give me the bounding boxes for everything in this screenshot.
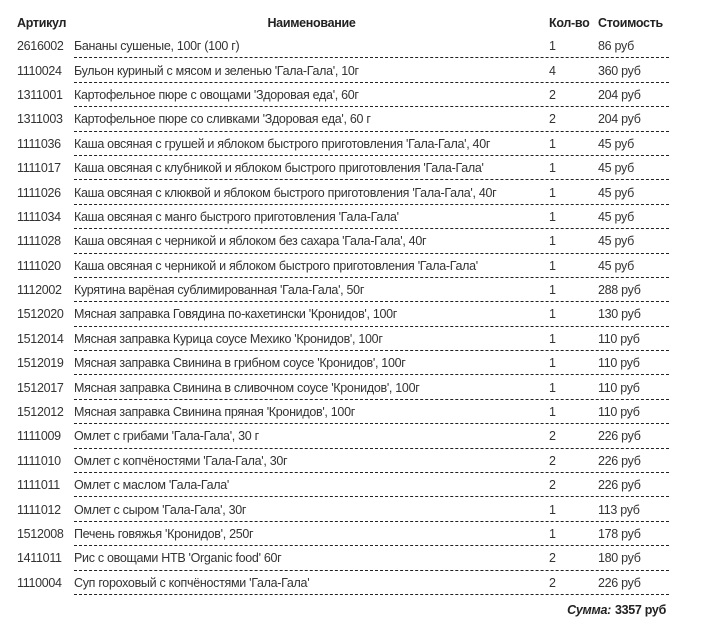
cell-qty: 1 (549, 161, 556, 176)
cell-cost: 45 руб (598, 161, 634, 176)
cell-cost: 360 руб (598, 63, 641, 78)
table-row (17, 449, 677, 473)
cell-article: 1512020 (17, 307, 64, 322)
cell-name: Суп гороховый с копчёностями 'Гала-Гала' (74, 575, 310, 590)
cell-article: 1411011 (17, 551, 62, 566)
cell-article: 1111009 (17, 429, 61, 444)
table-row (17, 522, 677, 546)
table-row (17, 83, 677, 107)
cell-article: 1110004 (17, 575, 62, 590)
table-header (17, 12, 677, 34)
cell-name: Мясная заправка Свинина в сливочном соусе 'Кронидов', 100г (74, 380, 420, 395)
cell-article: 1111036 (17, 136, 61, 151)
total-value: 3357 руб (614, 603, 666, 617)
total-label: Сумма: (567, 603, 611, 617)
cell-qty: 1 (549, 356, 556, 371)
cell-name: Каша овсяная с манго быстрого приготовления 'Гала-Гала' (74, 209, 399, 224)
cell-cost: 178 руб (598, 527, 641, 541)
cell-cost: 180 руб (598, 551, 641, 566)
cell-cost: 45 руб (598, 209, 634, 224)
table-row (17, 497, 677, 521)
cell-qty: 1 (549, 283, 556, 298)
cell-cost: 110 руб (598, 356, 640, 371)
table-row (17, 351, 677, 375)
cell-name: Мясная заправка Говядина по-кахетински 'Кронидов', 100г (74, 307, 398, 322)
cell-cost: 113 руб (598, 502, 640, 517)
table-row (17, 34, 677, 58)
cell-qty: 1 (549, 258, 556, 273)
cell-qty: 1 (549, 502, 556, 517)
cell-qty: 2 (549, 429, 556, 444)
cell-qty: 1 (549, 39, 556, 54)
cell-article: 1111020 (17, 258, 61, 273)
cell-name: Омлет с маслом 'Гала-Гала' (74, 478, 229, 493)
cell-cost: 226 руб (598, 478, 641, 493)
cell-qty: 1 (549, 136, 556, 151)
cell-name: Омлет с грибами 'Гала-Гала', 30 г (74, 429, 259, 444)
cell-cost: 288 руб (598, 283, 641, 298)
cell-cost: 110 руб (598, 331, 640, 346)
cell-name: Рис с овощами НТВ 'Organic food' 60г (74, 551, 282, 566)
cell-qty: 2 (549, 551, 556, 566)
table-row (17, 278, 677, 302)
cell-article: 1111017 (17, 161, 61, 176)
cell-article: 1311001 (17, 87, 63, 102)
total-sum (567, 603, 666, 617)
cell-name: Каша овсяная с клубникой и яблоком быстрого приготовления 'Гала-Гала' (74, 161, 484, 176)
table-row (17, 132, 677, 156)
cell-name: Каша овсяная с клюквой и яблоком быстрого приготовления 'Гала-Гала', 40г (74, 185, 497, 200)
cell-article: 1112002 (17, 283, 62, 298)
cell-qty: 1 (549, 380, 556, 395)
cell-cost: 110 руб (598, 380, 640, 395)
cell-cost: 86 руб (598, 39, 634, 54)
table-row (17, 156, 677, 180)
cell-name: Каша овсяная с черникой и яблоком без сахара 'Гала-Гала', 40г (74, 234, 427, 249)
cell-article: 1111012 (17, 502, 61, 517)
cell-article: 1111034 (17, 209, 61, 224)
table-row (17, 571, 677, 595)
table-body (17, 34, 677, 595)
cell-qty: 1 (549, 331, 556, 346)
table-row (17, 302, 677, 326)
cell-name: Картофельное пюре со сливками 'Здоровая еда', 60 г (74, 112, 371, 127)
table-row (17, 546, 677, 570)
cell-name: Омлет с сыром 'Гала-Гала', 30г (74, 502, 247, 517)
cell-qty: 1 (549, 185, 556, 200)
cell-qty: 4 (549, 63, 556, 78)
cell-article: 1512008 (17, 527, 64, 541)
cell-qty: 2 (549, 453, 556, 468)
cell-cost: 130 руб (598, 307, 641, 322)
header-name: Наименование (267, 16, 356, 30)
cell-article: 1311003 (17, 112, 63, 127)
cell-name: Печень говяжья 'Кронидов', 250г (74, 527, 254, 541)
cell-name: Бананы сушеные, 100г (100 г) (74, 39, 240, 54)
cell-name: Картофельное пюре с овощами 'Здоровая еда', 60г (74, 87, 359, 102)
cell-qty: 1 (549, 405, 556, 420)
cell-article: 1512012 (17, 405, 64, 420)
table-row (17, 400, 677, 424)
cell-name: Мясная заправка Курица соусе Мехико 'Кронидов', 100г (74, 331, 383, 346)
cell-article: 1111010 (17, 453, 61, 468)
cell-cost: 45 руб (598, 185, 634, 200)
cell-qty: 2 (549, 478, 556, 493)
cell-cost: 226 руб (598, 429, 641, 444)
table-row (17, 180, 677, 204)
cell-qty: 2 (549, 112, 556, 127)
table-row (17, 254, 677, 278)
cell-cost: 45 руб (598, 136, 634, 151)
order-table (17, 12, 677, 595)
cell-name: Каша овсяная с черникой и яблоком быстрого приготовления 'Гала-Гала' (74, 258, 478, 273)
table-row (17, 473, 677, 497)
cell-name: Мясная заправка Свинина в грибном соусе 'Кронидов', 100г (74, 356, 406, 371)
table-row (17, 229, 677, 253)
header-qty: Кол-во (549, 16, 590, 30)
cell-cost: 204 руб (598, 87, 641, 102)
cell-article: 1110024 (17, 63, 62, 78)
cell-cost: 226 руб (598, 453, 641, 468)
cell-article: 1512017 (17, 380, 64, 395)
cell-name: Курятина варёная сублимированная 'Гала-Гала', 50г (74, 283, 365, 298)
table-row (17, 424, 677, 448)
table-row (17, 327, 677, 351)
cell-name: Каша овсяная с грушей и яблоком быстрого приготовления 'Гала-Гала', 40г (74, 136, 491, 151)
cell-cost: 204 руб (598, 112, 641, 127)
cell-qty: 1 (549, 307, 556, 322)
header-cost: Стоимость (598, 16, 663, 30)
cell-article: 1512019 (17, 356, 64, 371)
table-row (17, 58, 677, 82)
cell-cost: 226 руб (598, 575, 641, 590)
cell-qty: 2 (549, 87, 556, 102)
cell-qty: 1 (549, 209, 556, 224)
cell-qty: 1 (549, 527, 556, 541)
cell-article: 1111028 (17, 234, 61, 249)
cell-qty: 1 (549, 234, 556, 249)
cell-article: 1512014 (17, 331, 64, 346)
cell-qty: 2 (549, 575, 556, 590)
cell-article: 2616002 (17, 39, 64, 54)
cell-name: Омлет с копчёностями 'Гала-Гала', 30г (74, 453, 288, 468)
cell-article: 1111011 (17, 478, 60, 493)
cell-cost: 45 руб (598, 234, 634, 249)
table-row (17, 107, 677, 131)
cell-cost: 45 руб (598, 258, 634, 273)
cell-article: 1111026 (17, 185, 61, 200)
cell-cost: 110 руб (598, 405, 640, 420)
header-article: Артикул (17, 16, 67, 30)
table-row (17, 205, 677, 229)
cell-name: Бульон куриный с мясом и зеленью 'Гала-Гала', 10г (74, 63, 359, 78)
cell-name: Мясная заправка Свинина пряная 'Кронидов', 100г (74, 405, 355, 420)
table-row (17, 375, 677, 399)
